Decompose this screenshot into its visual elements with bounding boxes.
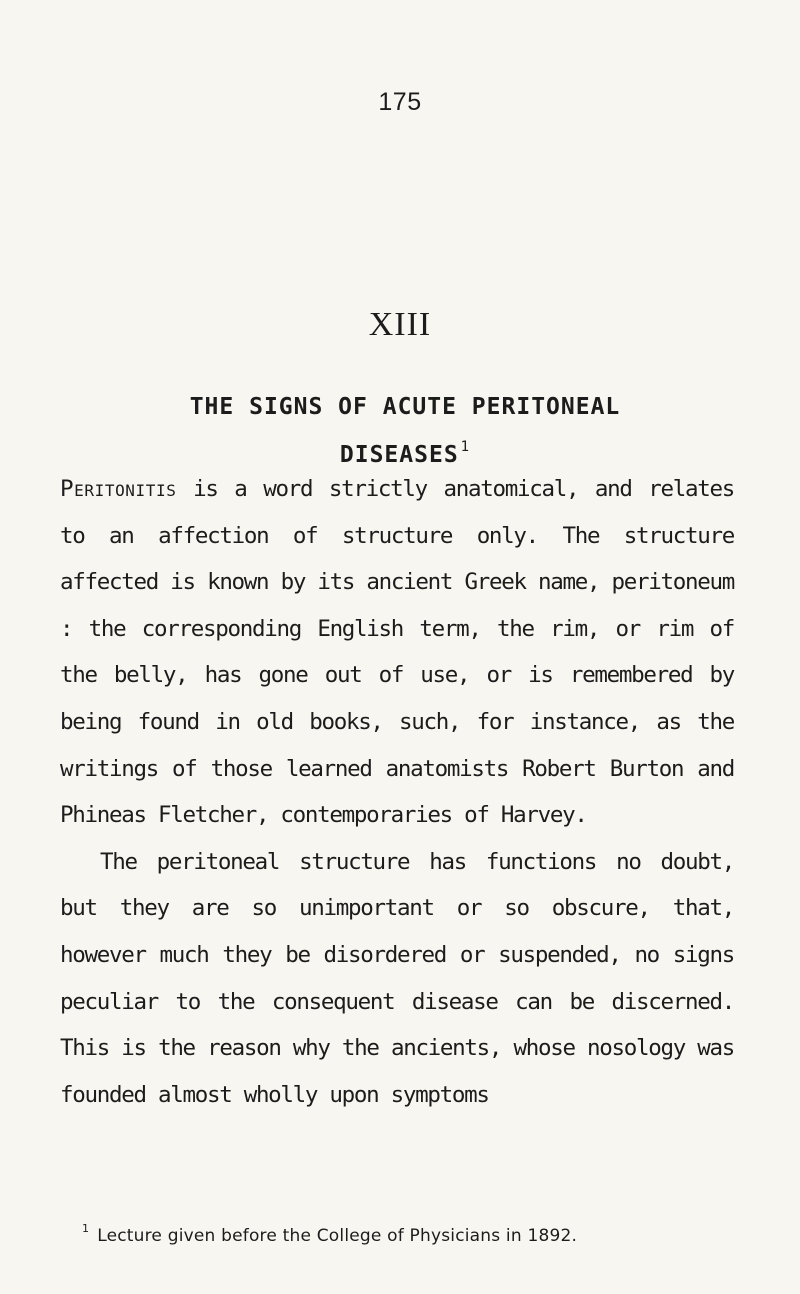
chapter-title-line-2-text: DISEASES [339,442,459,468]
paragraph-lead-word: Peritonitis [60,476,177,502]
paragraph-2: The peritoneal structure has functions no doubt, but they are so unimportant or so obscure, that, however much they be disordered or suspended, no signs peculiar to the consequent disease can be discerned. This is the reason why the ancients, whose nosology was founded almost wholly upon symptoms [60,848,734,1108]
chapter-title-line-1: THE SIGNS OF ACUTE PERITONEAL [189,394,621,420]
chapter-number: XIII [368,306,432,343]
footnote-number: 1 [82,1222,90,1235]
body-text [60,466,734,1118]
footnote-marker: 1 [460,439,471,455]
footnote [82,1222,742,1246]
paragraph-1-text: is a word strictly anatomical, and relates to an affection of structure only. The structure affected is known by its ancient Greek name, peritoneum : the corresponding English term, the rim, or rim of the belly, has gone out of use, or is remembered by being found in old books, such, for instance, as the writings of those learned anatomists Robert Burton and Phineas Fletcher, contemporaries of Harvey. [60,476,734,829]
paragraph-1 [60,466,734,839]
page-number: 175 [378,88,422,116]
footnote-text: Lecture given before the College of Physicians in 1892. [97,1226,578,1246]
chapter-title [112,383,698,479]
